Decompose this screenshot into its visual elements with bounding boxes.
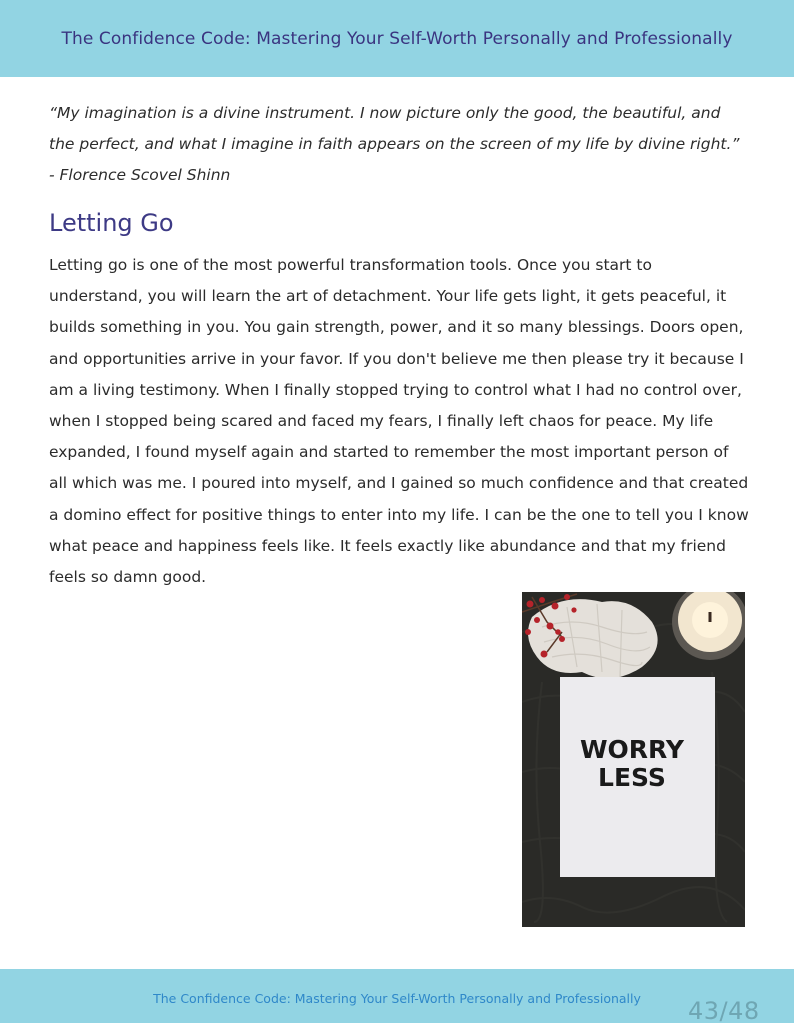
opening-quote: “My imagination is a divine instrument. I now picture only the good, the beautiful, and the perfect, and what I imagine in faith appears on the screen of my life by divine right.” - Florence Scovel Shinn: [49, 104, 740, 184]
page-number: 43/48: [688, 997, 760, 1025]
worry-less-photo: [522, 592, 745, 927]
card-word-1: WORRY: [579, 735, 685, 764]
page-footer: [0, 969, 794, 1023]
section-body: Letting go is one of the most powerful transformation tools. Once you start to understand, you will learn the art of detachment. Your life gets light, it gets peaceful, it builds something in you. You gain strength, power, and it so many blessings. Doors open, and opportunities arrive in your favor. If you don't believe me then please try it because I am a living testimony. When I finally stopped trying to control what I had no control over, when I stopped being scared and faced my fears, I finally left chaos for peace. My life expanded, I found myself again and started to remember the most important person of all which was me. I poured into myself, and I gained so much confidence and that created a domino effect for positive things to enter into my life. I can be the one to tell you I know what peace and happiness feels like. It feels exactly like abundance and that my friend feels so damn good.: [49, 256, 749, 587]
photo-illustration: [522, 592, 745, 927]
header-title: The Confidence Code: Mastering Your Self-Worth Personally and Professionally: [61, 28, 733, 49]
footer-title: The Confidence Code: Mastering Your Self-Worth Personally and Professionally: [153, 991, 641, 1006]
page-header: [0, 0, 794, 77]
section-heading: Letting Go: [49, 209, 174, 237]
card-word-2: LESS: [598, 763, 666, 792]
